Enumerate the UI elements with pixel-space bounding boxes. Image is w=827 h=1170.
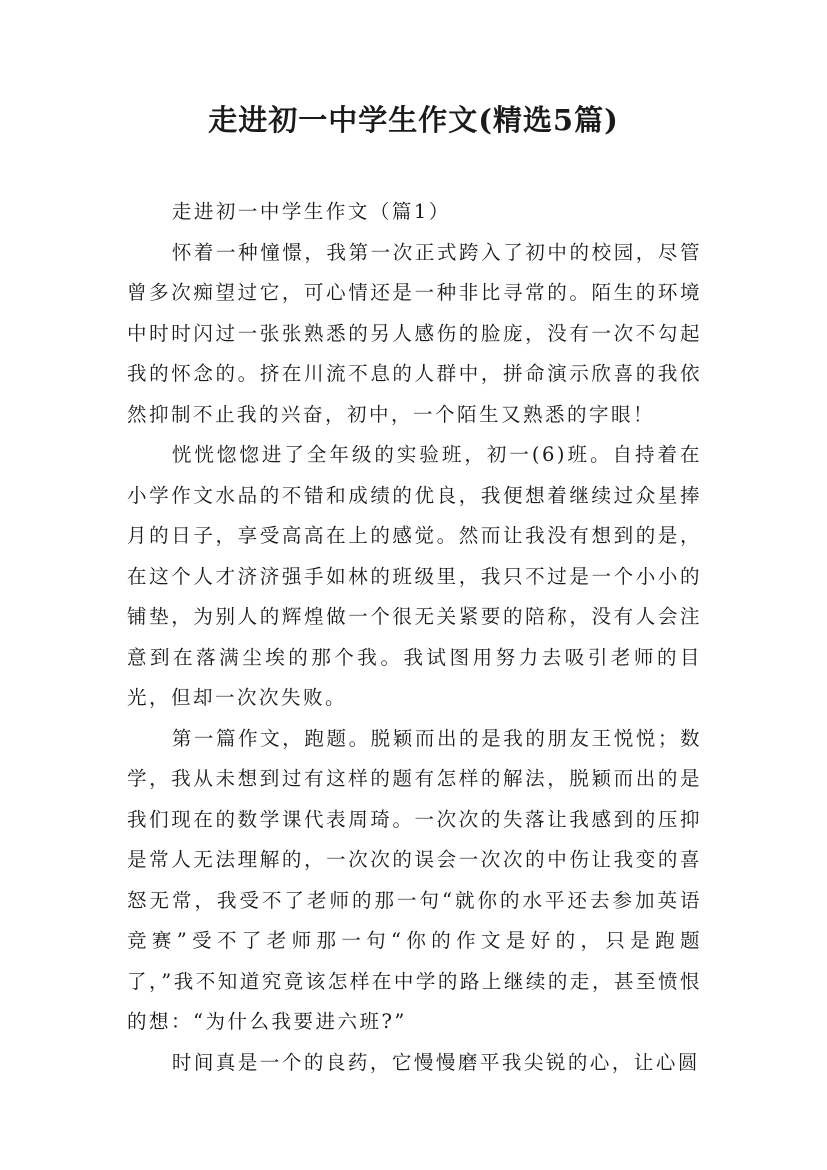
- paragraph: 第一篇作文，跑题。脱颖而出的是我的朋友王悦悦；数学，我从未想到过有这样的题有怎样的解法，脱颖而出的是我们现在的数学课代表周琦。一次次的失落让我感到的压抑是常人无法理解的，一次次的误会一次次的中伤让我变的喜怒无常，我受不了老师的那一句“就你的水平还去参加英语竞赛”受不了老师那一句“你的作文是好的，只是跑题了，”我不知道究竟该怎样在中学的路上继续的走，甚至愤恨的想：“为什么我要进六班?”: [127, 726, 702, 1033]
- paragraph: 怀着一种憧憬，我第一次正式跨入了初中的校园，尽管曾多次痴望过它，可心情还是一种非比寻常的。陌生的环境中时时闪过一张张熟悉的另人感伤的脸庞，没有一次不勾起我的怀念的。挤在川流不息的人群中，拼命演示欣喜的我依然抑制不止我的兴奋，初中，一个陌生又熟悉的字眼！: [127, 240, 702, 426]
- paragraph: 恍恍惚惚进了全年级的实验班，初一(6)班。自持着在小学作文水品的不错和成绩的优良，我便想着继续过众星捧月的日子，享受高高在上的感觉。然而让我没有想到的是，在这个人才济济强手如林的班级里，我只不过是一个小小的铺垫，为别人的辉煌做一个很无关紧要的陪称，没有人会注意到在落满尘埃的那个我。我试图用努力去吸引老师的目光，但却一次次失败。: [127, 443, 702, 709]
- document-body: [127, 192, 702, 1083]
- section-heading: 走进初一中学生作文（篇1）: [171, 200, 451, 223]
- paragraph: 时间真是一个的良药，它慢慢磨平我尖锐的心，让心圆: [171, 1050, 700, 1074]
- document-title: 走进初一中学生作文(精选5篇): [208, 103, 619, 137]
